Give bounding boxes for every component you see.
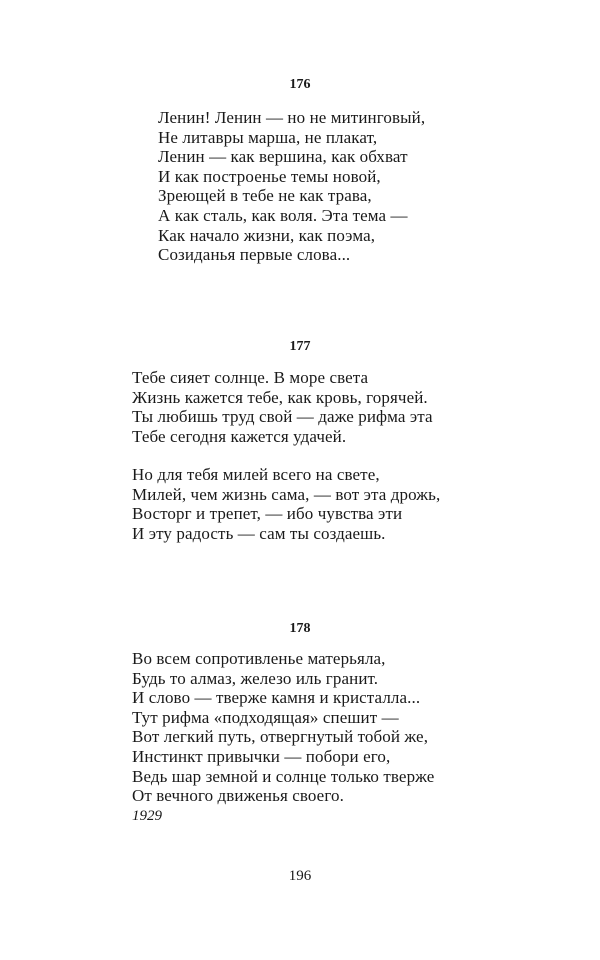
verse-line: Вот легкий путь, отвергнутый тобой же, [132,727,429,747]
verse-line: Тебе сияет солнце. В море света [132,368,369,387]
verse-line: Будь то алмаз, железо иль гранит. [132,668,379,688]
poem-number: 177 [289,339,311,354]
verse-line: Не литавры марша, не плакат, [158,127,378,147]
stanza [132,368,433,446]
poem-number: 176 [289,77,311,92]
verse-line: А как сталь, как воля. Эта тема — [158,205,408,225]
verse-line: Ленин! Ленин — но не митинговый, [158,108,426,127]
verse-line: Инстинкт привычки — побори его, [132,746,391,766]
poem-number: 178 [289,621,311,636]
stanza [132,649,434,806]
verse-line: Зреющей в тебе не как трава, [158,186,372,206]
verse-line: Ленин — как вершина, как обхват [158,147,408,167]
page-number: 196 [288,868,312,884]
verse-line: Тебе сегодня кажется удачей. [132,426,347,446]
verse-line: От вечного движенья своего. [132,786,344,806]
verse-line: Ведь шар земной и солнце только тверже [132,766,435,786]
verse-line: Созиданья первые слова... [158,245,351,265]
verse-line: И слово — тверже камня и кристалла... [132,688,421,708]
verse-line: Но для тебя милей всего на свете, [132,465,380,484]
verse-line: И как построенье темы новой, [158,166,381,186]
verse-line: Как начало жизни, как поэма, [158,225,376,245]
verse-line: И эту радость — сам ты создаешь. [132,523,386,543]
verse-line: Ты любишь труд свой — даже рифма эта [132,407,433,427]
verse-line: Тут рифма «подходящая» спешит — [132,707,399,727]
verse-line: Милей, чем жизнь сама, — вот эта дрожь, [132,484,441,504]
verse-line: Восторг и трепет, — ибо чувства эти [132,504,403,524]
stanza [132,465,440,543]
stanza [158,108,425,265]
poem-date: 1929 [132,808,162,824]
verse-line: Жизнь кажется тебе, как кровь, горячей. [132,387,428,407]
verse-line: Во всем сопротивленье матерьяла, [132,649,386,668]
